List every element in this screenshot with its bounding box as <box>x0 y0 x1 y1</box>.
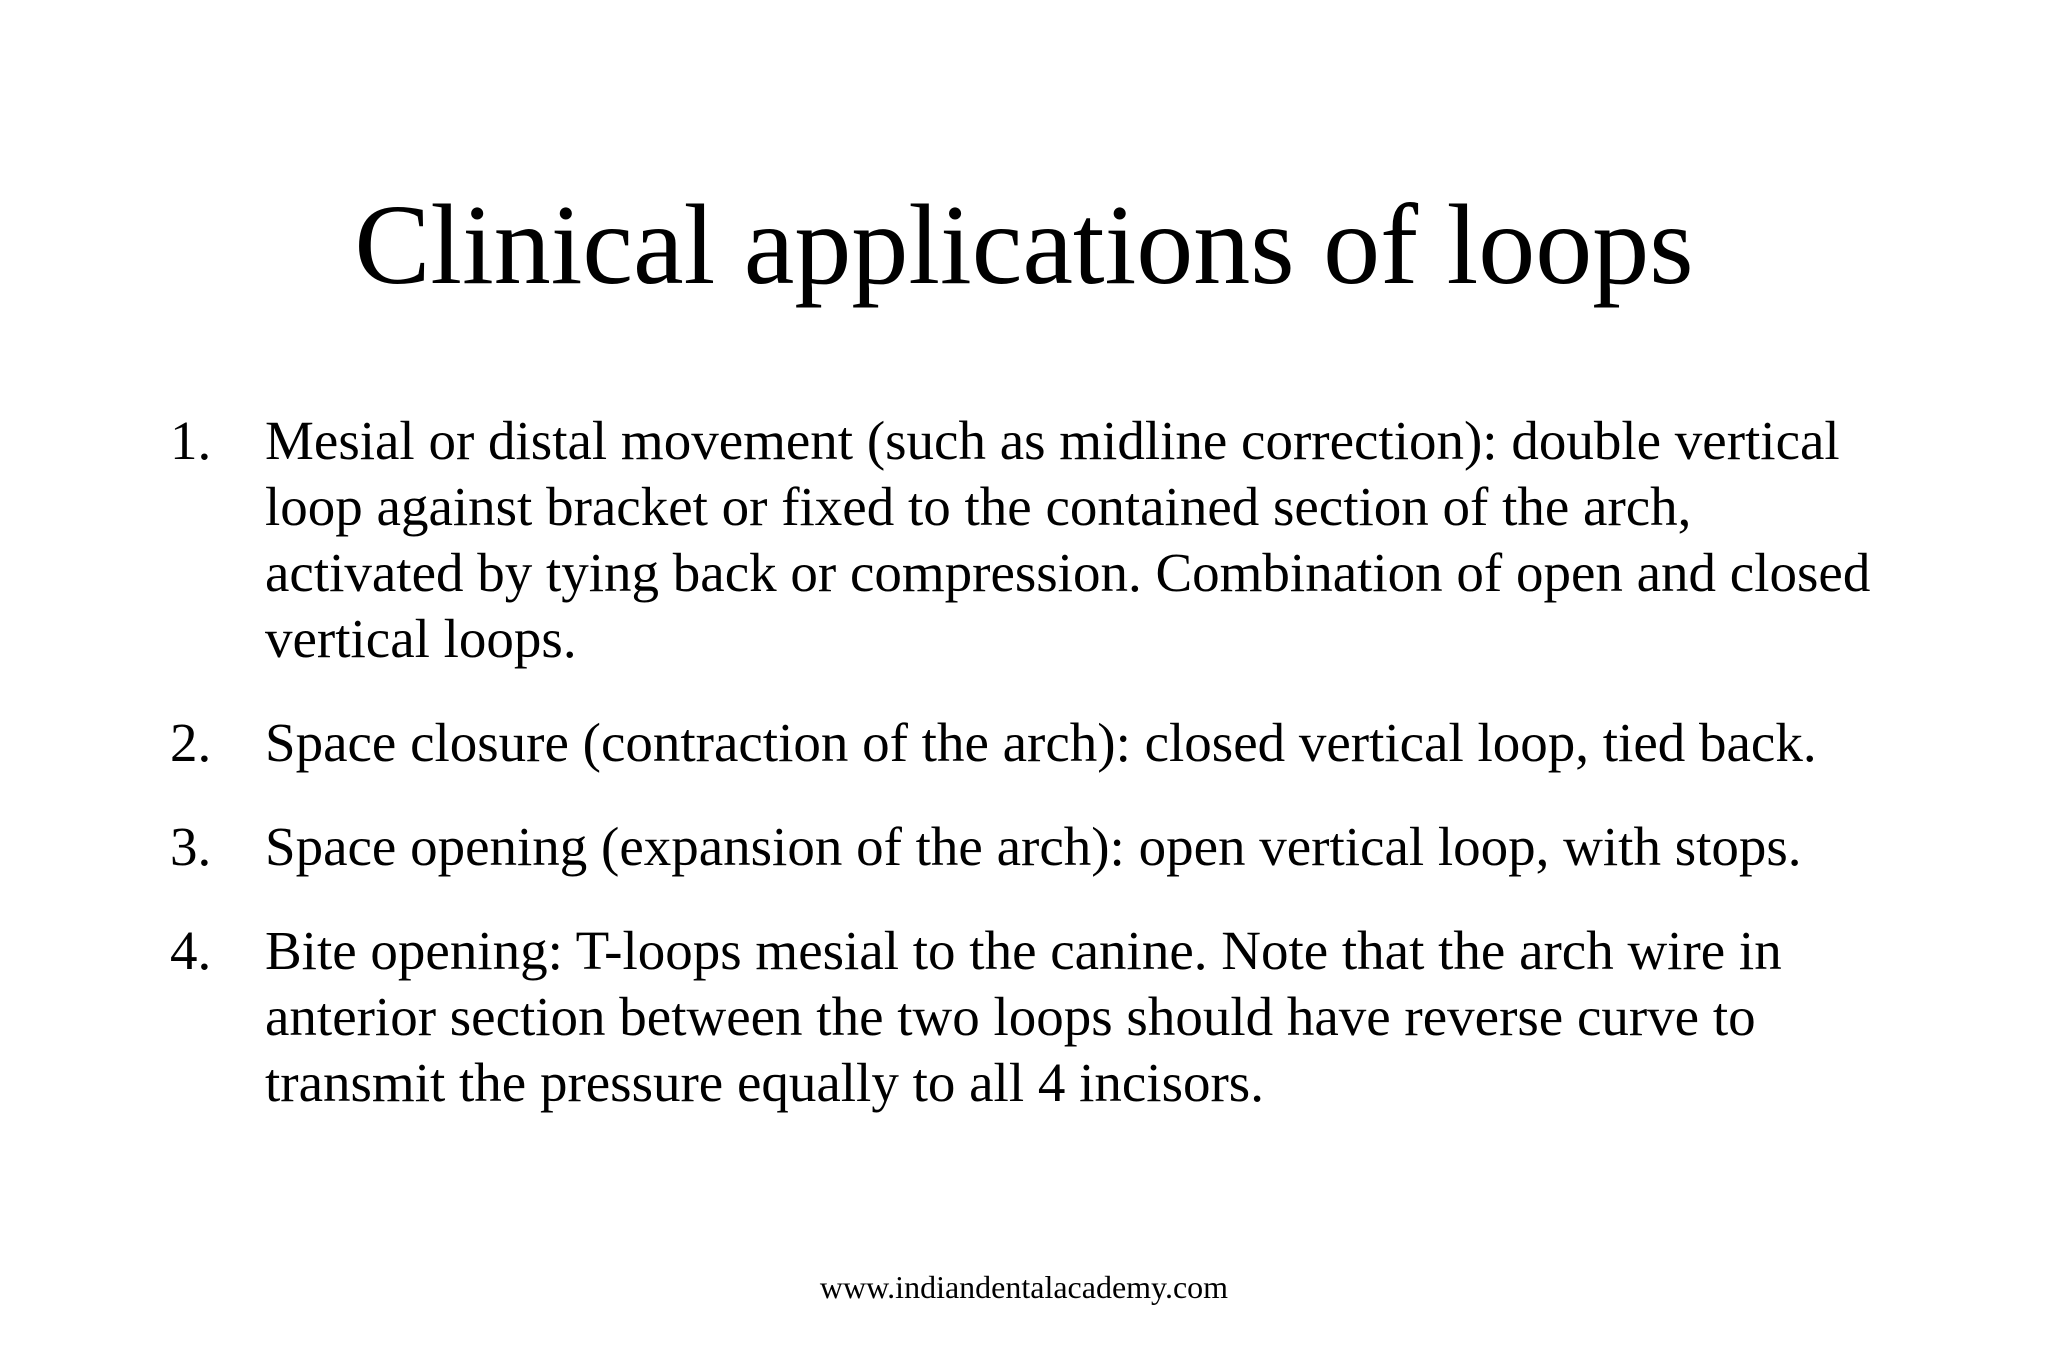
list-item <box>170 814 1890 880</box>
list-item-text: Bite opening: T-loops mesial to the canine. Note that the arch wire in anterior section between the two loops should have reverse curve to transmit the pressure equally to all 4 incisors. <box>265 920 1782 1113</box>
list-item-number: 2. <box>170 712 212 773</box>
footer-url: www.indiandentalacademy.com <box>819 1269 1229 1305</box>
list-item-text: Space closure (contraction of the arch): closed vertical loop, tied back. <box>265 712 1817 773</box>
list-item-number: 1. <box>170 410 212 471</box>
list-item-text: Space opening (expansion of the arch): open vertical loop, with stops. <box>265 816 1802 877</box>
applications-list <box>170 408 1890 1154</box>
list-item-number: 3. <box>170 816 212 877</box>
list-item-number: 4. <box>170 920 212 981</box>
slide-title: Clinical applications of loops <box>354 181 1694 308</box>
list-item <box>170 408 1890 672</box>
list-item <box>170 710 1890 776</box>
list-item-text: Mesial or distal movement (such as midline correction): double vertical loop against bracket or fixed to the contained section of the arch, activated by tying back or compression. Combination of open and closed vertical loops. <box>265 410 1871 669</box>
list-item <box>170 918 1890 1116</box>
